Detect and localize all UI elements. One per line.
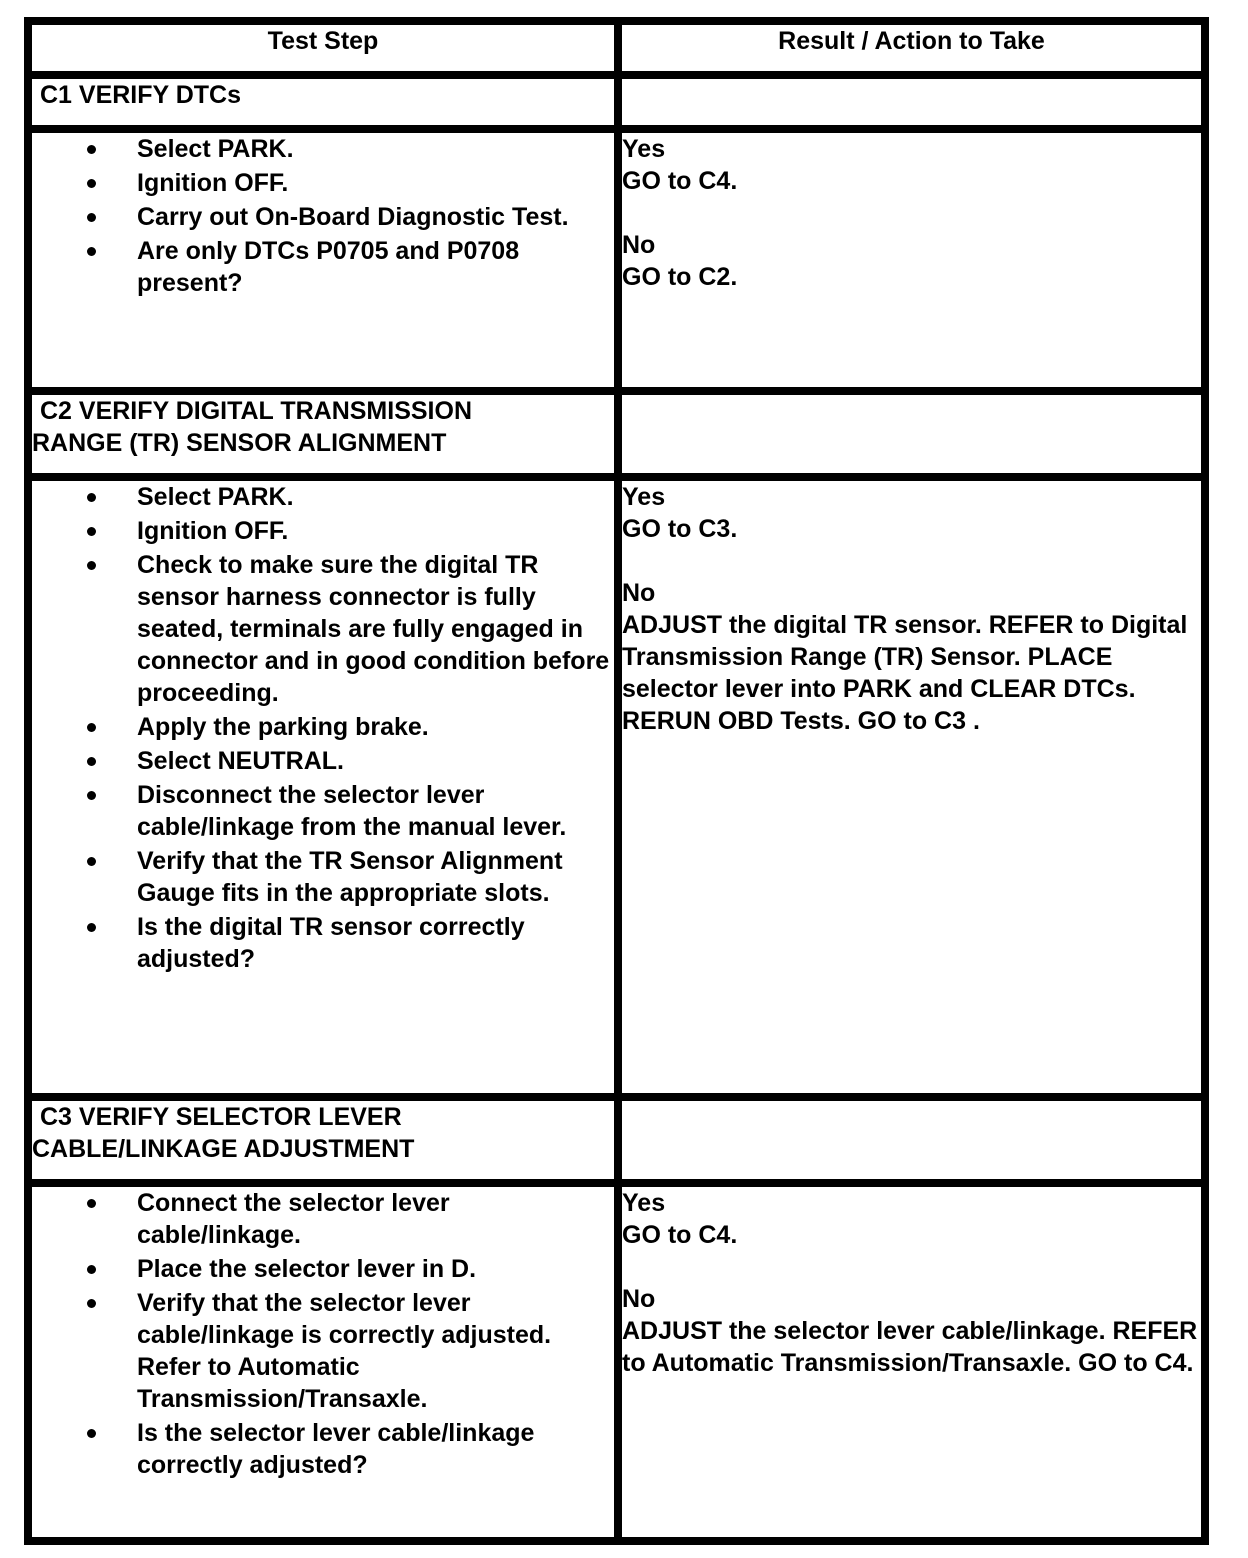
list-item: Apply the parking brake.	[137, 711, 614, 743]
step-instructions	[28, 129, 618, 391]
header-result-action: Result / Action to Take	[618, 21, 1205, 75]
no-action: ADJUST the selector lever cable/linkage. REFER to Automatic Transmission/Transaxle. GO to C4.	[622, 1317, 1198, 1377]
step-instructions	[28, 477, 618, 1097]
no-action: GO to C2.	[622, 263, 738, 291]
list-item: Select NEUTRAL.	[137, 745, 614, 777]
list-item: Check to make sure the digital TR sensor harness connector is fully seated, terminals are fully engaged in connector and in good condition before proceeding.	[137, 549, 614, 709]
list-item: Are only DTCs P0705 and P0708 present?	[137, 235, 614, 299]
step-title	[28, 75, 618, 129]
step-title-line: RANGE (TR) SENSOR ALIGNMENT	[32, 429, 447, 457]
no-label: No	[622, 231, 656, 259]
no-action: ADJUST the digital TR sensor. REFER to Digital Transmission Range (TR) Sensor. PLACE selector lever into PARK and CLEAR DTCs. RERUN OBD Tests. GO to C3 .	[622, 611, 1188, 735]
step-result	[618, 477, 1205, 1097]
step-title-line: C1 VERIFY DTCs	[40, 81, 241, 109]
step-body-row	[28, 477, 1205, 1097]
step-list	[32, 1187, 614, 1481]
step-instructions	[28, 1183, 618, 1541]
step-result	[618, 129, 1205, 391]
list-item: Is the digital TR sensor correctly adjusted?	[137, 911, 614, 975]
list-item: Ignition OFF.	[137, 167, 614, 199]
step-body-row	[28, 1183, 1205, 1541]
step-title	[28, 391, 618, 477]
yes-action: GO to C3.	[622, 515, 738, 543]
list-item: Disconnect the selector lever cable/linkage from the manual lever.	[137, 779, 614, 843]
header-test-step: Test Step	[28, 21, 618, 75]
step-title-row	[28, 75, 1205, 129]
step-title-result-cell	[618, 391, 1205, 477]
list-item: Select PARK.	[137, 481, 614, 513]
step-list	[32, 133, 614, 299]
step-body-row	[28, 129, 1205, 391]
diagnostic-table	[24, 17, 1209, 1545]
step-title-result-cell	[618, 75, 1205, 129]
no-label: No	[622, 1285, 656, 1313]
step-title-line: C2 VERIFY DIGITAL TRANSMISSION	[40, 397, 472, 425]
yes-label: Yes	[622, 1189, 666, 1217]
table-header-row	[28, 21, 1205, 75]
list-item: Select PARK.	[137, 133, 614, 165]
step-title-row	[28, 391, 1205, 477]
step-title-line: CABLE/LINKAGE ADJUSTMENT	[32, 1135, 415, 1163]
list-item: Is the selector lever cable/linkage correctly adjusted?	[137, 1417, 614, 1481]
yes-label: Yes	[622, 135, 666, 163]
step-title-result-cell	[618, 1097, 1205, 1183]
list-item: Verify that the selector lever cable/linkage is correctly adjusted. Refer to Automatic Transmission/Transaxle.	[137, 1287, 614, 1415]
yes-action: GO to C4.	[622, 167, 738, 195]
step-title-line: C3 VERIFY SELECTOR LEVER	[40, 1103, 402, 1131]
list-item: Verify that the TR Sensor Alignment Gauge fits in the appropriate slots.	[137, 845, 614, 909]
list-item: Connect the selector lever cable/linkage.	[137, 1187, 614, 1251]
yes-action: GO to C4.	[622, 1221, 738, 1249]
no-label: No	[622, 579, 656, 607]
step-title-row	[28, 1097, 1205, 1183]
step-list	[32, 481, 614, 975]
step-result	[618, 1183, 1205, 1541]
list-item: Place the selector lever in D.	[137, 1253, 614, 1285]
yes-label: Yes	[622, 483, 666, 511]
list-item: Ignition OFF.	[137, 515, 614, 547]
list-item: Carry out On-Board Diagnostic Test.	[137, 201, 614, 233]
step-title	[28, 1097, 618, 1183]
